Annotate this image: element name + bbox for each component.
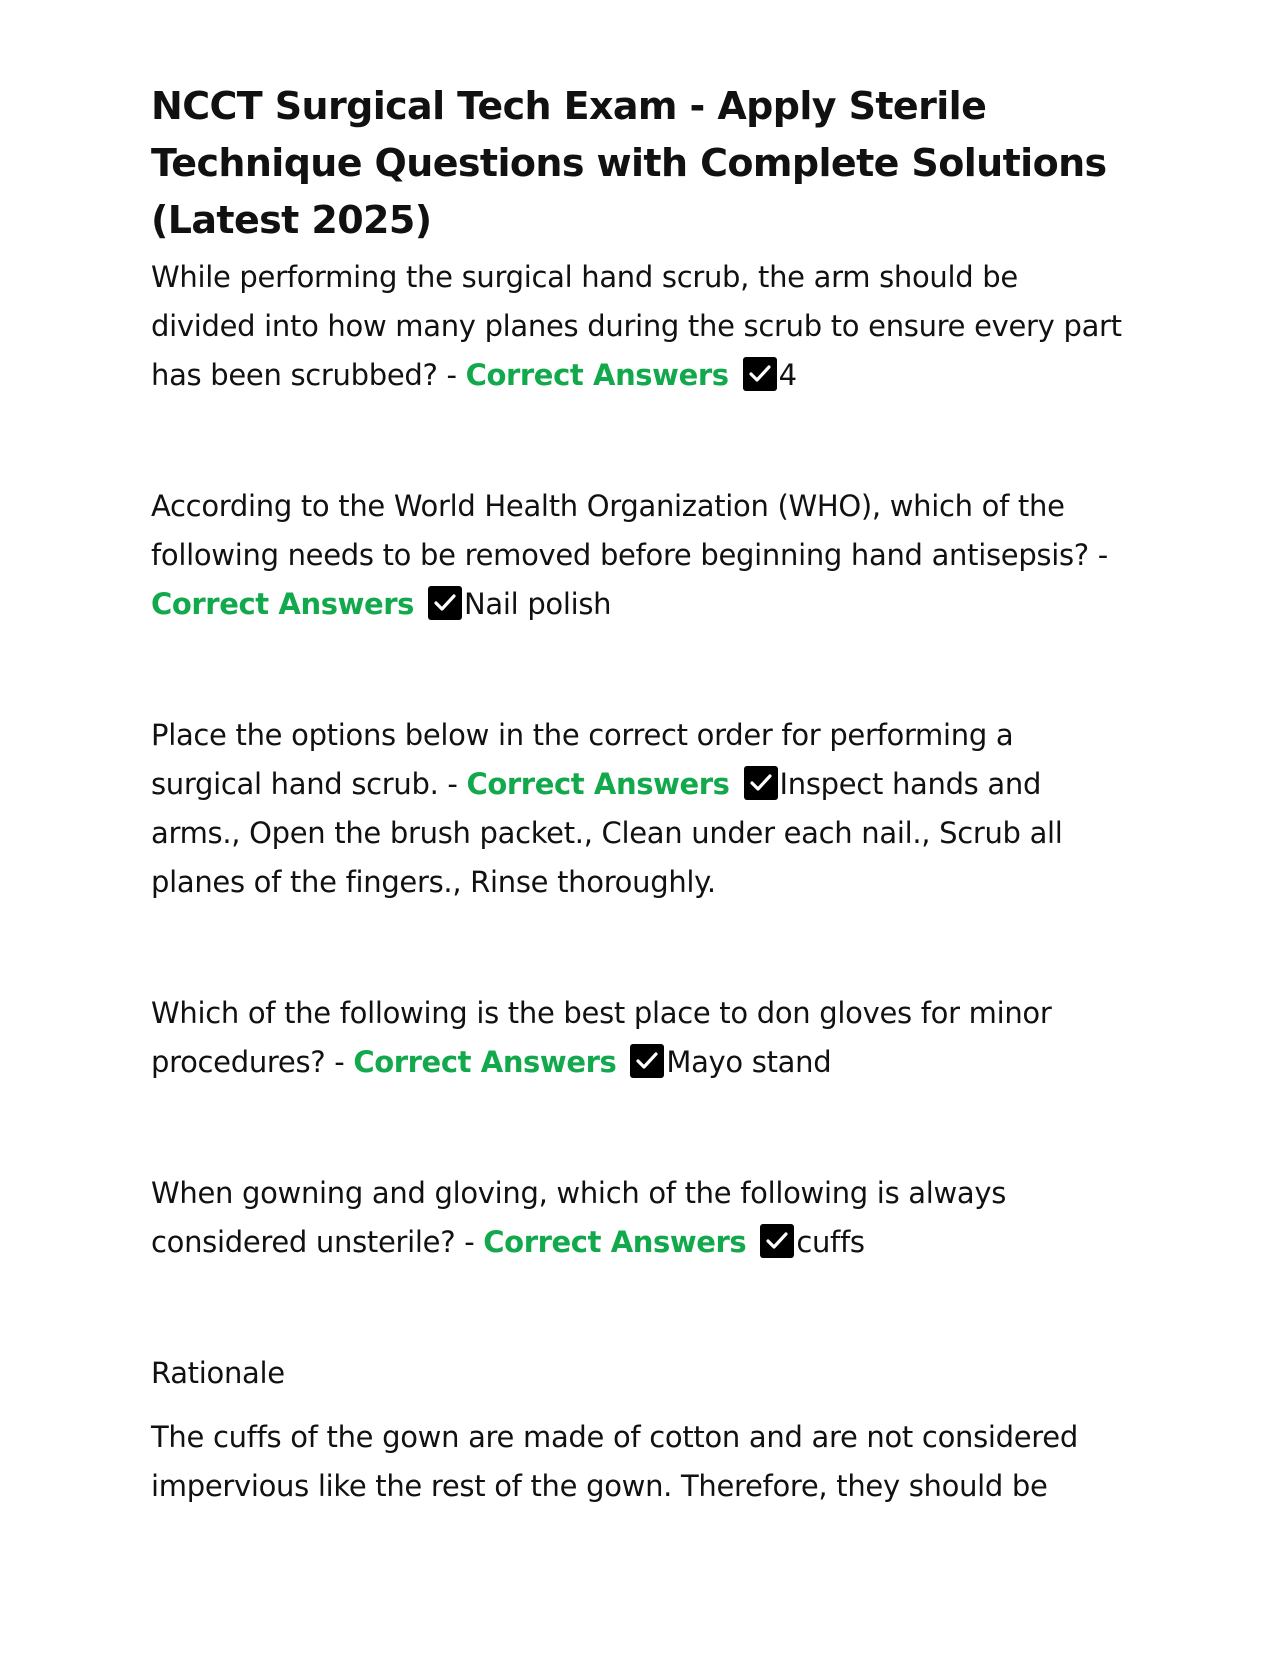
question-text: Which of the following is the best place to don gloves for minor procedures? - (151, 996, 1052, 1079)
rationale-text: The cuffs of the gown are made of cotton and are not considered impervious like the rest of the gown. Therefore, they should be (151, 1420, 1078, 1503)
document-page (151, 78, 1131, 1511)
correct-answers-label: Correct Answers (465, 358, 729, 392)
check-box-icon (743, 357, 777, 391)
check-box-icon (760, 1224, 794, 1258)
correct-answers-label: Correct Answers (466, 767, 730, 801)
question-text: When gowning and gloving, which of the following is always considered unsterile? - (151, 1176, 1007, 1259)
question-text: Place the options below in the correct order for performing a surgical hand scrub. - (151, 718, 1014, 801)
question-text: According to the World Health Organization (WHO), which of the following needs to be removed before beginning hand antisepsis? - (151, 489, 1108, 572)
qa-item-1 (151, 253, 1131, 400)
qa-item-3 (151, 711, 1131, 907)
correct-answers-label: Correct Answers (483, 1225, 747, 1259)
question-text: While performing the surgical hand scrub, the arm should be divided into how many planes during the scrub to ensure every part has been scrubbed? - (151, 260, 1122, 392)
rationale-heading: Rationale (151, 1356, 285, 1390)
check-box-icon (744, 766, 778, 800)
document-title: NCCT Surgical Tech Exam - Apply Sterile Technique Questions with Complete Solutions (Latest 2025) (151, 84, 1107, 242)
check-box-icon (428, 586, 462, 620)
qa-item-5 (151, 1169, 1131, 1267)
correct-answers-label: Correct Answers (151, 587, 415, 621)
qa-item-2 (151, 482, 1131, 629)
correct-answers-label: Correct Answers (353, 1045, 617, 1079)
answer-text: cuffs (796, 1225, 865, 1259)
answer-text: 4 (778, 358, 797, 392)
answer-text: Mayo stand (666, 1045, 832, 1079)
answer-text: Nail polish (464, 587, 612, 621)
answer-text: Inspect hands and arms., Open the brush packet., Clean under each nail., Scrub all planes of the fingers., Rinse thoroughly. (151, 767, 1063, 899)
check-box-icon (630, 1044, 664, 1078)
qa-item-4 (151, 989, 1131, 1087)
